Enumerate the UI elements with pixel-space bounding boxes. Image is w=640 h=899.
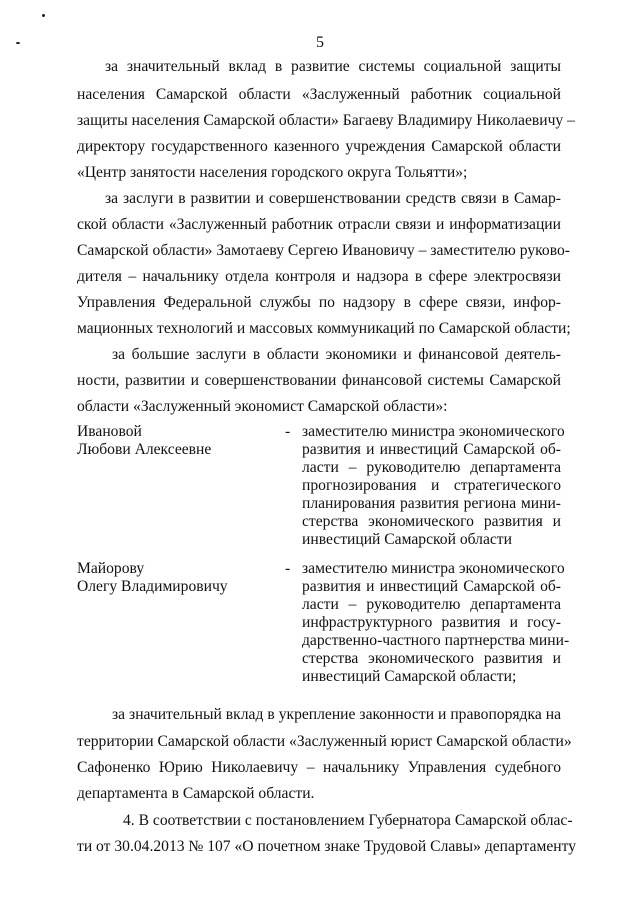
text-line: Самарской области» Замотаеву Сергею Ивановичу – заместителю руково- bbox=[77, 242, 570, 259]
recipient-position-line: прогнозирования и стратегического bbox=[302, 477, 561, 494]
text-line: территории Самарской области «Заслуженный юрист Самарской области» bbox=[77, 733, 572, 750]
text-line: дителя – начальнику отдела контроля и надзора в сфере электросвязи bbox=[77, 268, 561, 285]
recipient-surname: Ивановой bbox=[77, 423, 142, 440]
text-line: ности, развитии и совершенствовании финансовой системы Самарской bbox=[77, 372, 561, 389]
recipient-position-line: планирования развития региона мини- bbox=[302, 495, 561, 512]
text-line: за заслуги в развитии и совершенствовании средств связи в Самар- bbox=[105, 190, 561, 207]
text-line: «Центр занятости населения городского округа Тольятти»; bbox=[77, 164, 468, 181]
scan-speck bbox=[42, 14, 45, 17]
text-line: 4. В соответствии с постановлением Губернатора Самарской облас- bbox=[123, 812, 573, 829]
text-line: за значительный вклад в укрепление законности и правопорядка на bbox=[112, 706, 561, 723]
recipient-position-line: заместителю министра экономического bbox=[302, 560, 565, 577]
recipient-position-line: ласти – руководителю департамента bbox=[302, 596, 561, 613]
text-line: ской области «Заслуженный работник отрасли связи и информатизации bbox=[77, 216, 561, 233]
recipient-position-line: развития и инвестиций Самарской об- bbox=[302, 441, 561, 458]
recipient-position-line: стерства экономического развития и bbox=[302, 513, 561, 530]
recipient-position-line: стерства экономического развития и bbox=[302, 650, 561, 667]
recipient-position-line: инвестиций Самарской области bbox=[302, 531, 512, 548]
recipient-dash: - bbox=[285, 423, 291, 440]
recipient-position-line: дарственно-частного партнерства мини- bbox=[302, 632, 570, 649]
recipient-dash: - bbox=[285, 560, 291, 577]
text-line: департамента в Самарской области. bbox=[77, 785, 315, 802]
text-line: за большие заслуги в области экономики и финансовой деятель- bbox=[112, 346, 561, 363]
recipient-position-line: инвестиций Самарской области; bbox=[302, 668, 517, 685]
recipient-position-line: ласти – руководителю департамента bbox=[302, 459, 561, 476]
text-line: населения Самарской области «Заслуженный работник социальной bbox=[77, 86, 561, 103]
text-line: мационных технологий и массовых коммуникаций по Самарской области; bbox=[77, 320, 571, 337]
page-number: 5 bbox=[316, 34, 324, 51]
recipient-position-line: инфраструктурного развития и госу- bbox=[302, 614, 561, 631]
text-line: за значительный вклад в развитие системы социальной защиты bbox=[105, 58, 561, 75]
recipient-position-line: развития и инвестиций Самарской об- bbox=[302, 578, 561, 595]
recipient-given-names: Олегу Владимировичу bbox=[77, 578, 228, 595]
text-line: защиты населения Самарской области» Багаеву Владимиру Николаевичу – bbox=[77, 112, 575, 129]
text-line: ти от 30.04.2013 № 107 «О почетном знаке Трудовой Славы» департаменту bbox=[77, 838, 576, 855]
recipient-surname: Майорову bbox=[77, 560, 145, 577]
recipient-given-names: Любови Алексеевне bbox=[77, 441, 212, 458]
text-line: Управления Федеральной службы по надзору в сфере связи, инфор- bbox=[77, 294, 561, 311]
recipient-position-line: заместителю министра экономического bbox=[302, 423, 565, 440]
text-line: Сафоненко Юрию Николаевичу – начальнику Управления судебного bbox=[77, 759, 561, 776]
text-line: области «Заслуженный экономист Самарской области»: bbox=[77, 398, 448, 415]
text-line: директору государственного казенного учреждения Самарской области bbox=[77, 138, 561, 155]
